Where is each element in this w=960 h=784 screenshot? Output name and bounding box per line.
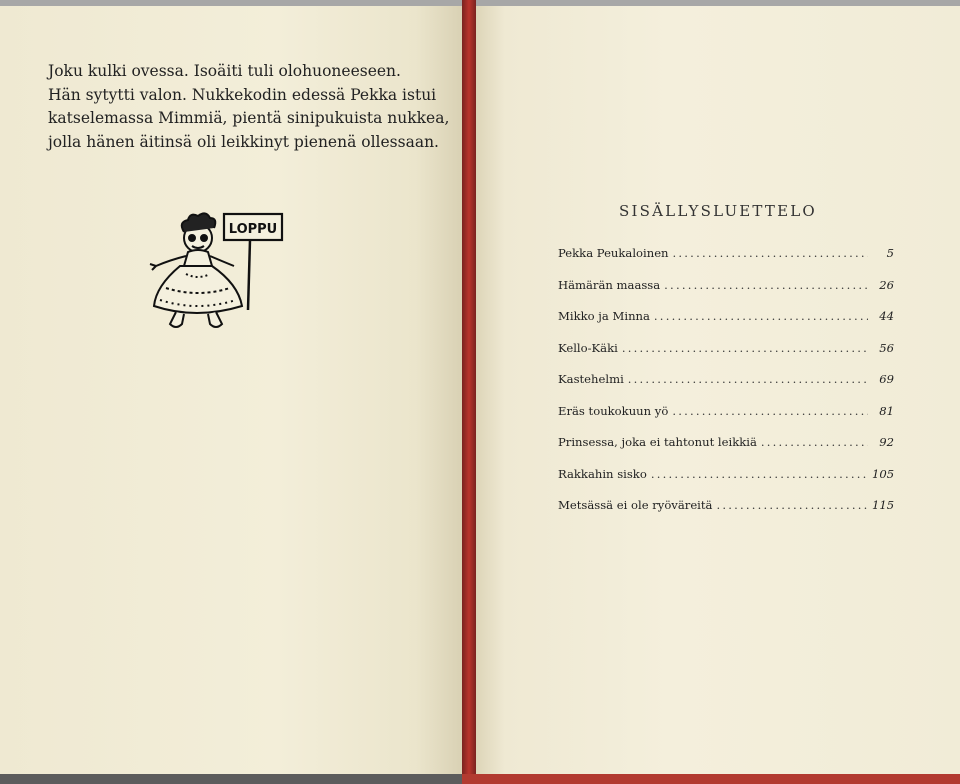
paragraph-line: jolla hänen äitinsä oli leikkinyt pienenä ollessaan. xyxy=(48,132,439,151)
toc-entry xyxy=(558,498,894,530)
toc-entry-title: Kastehelmi xyxy=(558,372,624,386)
toc-leader-dots xyxy=(716,498,868,512)
toc-entry-page: 92 xyxy=(879,435,894,449)
toc-leader-dots xyxy=(761,435,868,449)
toc-entry-title: Eräs toukokuun yö xyxy=(558,403,669,418)
toc-entry-title: Hämärän maassa xyxy=(558,277,661,292)
sign-text: LOPPU xyxy=(228,222,278,237)
toc-entry xyxy=(558,372,894,404)
toc-leader-dots xyxy=(654,309,868,323)
toc-entry xyxy=(558,467,894,499)
toc-entry-page: 56 xyxy=(879,340,894,355)
toc-entry-page: 26 xyxy=(879,277,894,292)
paragraph-line: katselemassa Mimmiä, pientä sinipukuista nukkea, xyxy=(48,109,450,127)
toc-entry xyxy=(558,435,894,467)
story-ending-paragraph xyxy=(48,60,450,154)
toc-entry-page: 81 xyxy=(879,403,894,418)
toc-entry-title: Metsässä ei ole ryöväreitä xyxy=(558,498,713,512)
toc-entry-page: 5 xyxy=(886,246,894,260)
toc-entry-page: 44 xyxy=(879,309,894,323)
toc-leader-dots xyxy=(672,404,868,418)
toc-entry xyxy=(558,278,894,310)
toc-leader-dots xyxy=(651,467,868,481)
paragraph-line: Joku kulki ovessa. Isoäiti tuli olohuoneeseen. xyxy=(48,62,401,80)
toc-entry-title: Kello-Käki xyxy=(558,340,618,355)
toc-title: SISÄLLYSLUETTELO xyxy=(619,202,817,220)
toc-entry-title: Mikko ja Minna xyxy=(558,309,650,323)
toc-entry xyxy=(558,404,894,436)
toc-entry xyxy=(558,246,894,278)
toc-entry-title: Prinsessa, joka ei tahtonut leikkiä xyxy=(558,435,757,449)
toc-entry-title: Rakkahin sisko xyxy=(558,466,647,481)
toc-leader-dots xyxy=(622,341,868,355)
book-spine xyxy=(462,0,476,784)
doll-illustration xyxy=(146,208,286,338)
toc-entry-page: 69 xyxy=(879,372,894,386)
toc-entry-page: 115 xyxy=(872,498,895,512)
table-of-contents xyxy=(558,246,894,530)
toc-leader-dots xyxy=(628,372,868,386)
toc-entry-title: Pekka Peukaloinen xyxy=(558,246,669,260)
scan-bottom-edge xyxy=(0,774,462,784)
toc-entry xyxy=(558,309,894,341)
toc-leader-dots xyxy=(664,278,868,292)
toc-leader-dots xyxy=(673,246,868,260)
paragraph-line: Hän sytytti valon. Nukkekodin edessä Pekka istui xyxy=(48,85,437,104)
toc-entry xyxy=(558,341,894,373)
toc-entry-page: 105 xyxy=(872,466,895,481)
